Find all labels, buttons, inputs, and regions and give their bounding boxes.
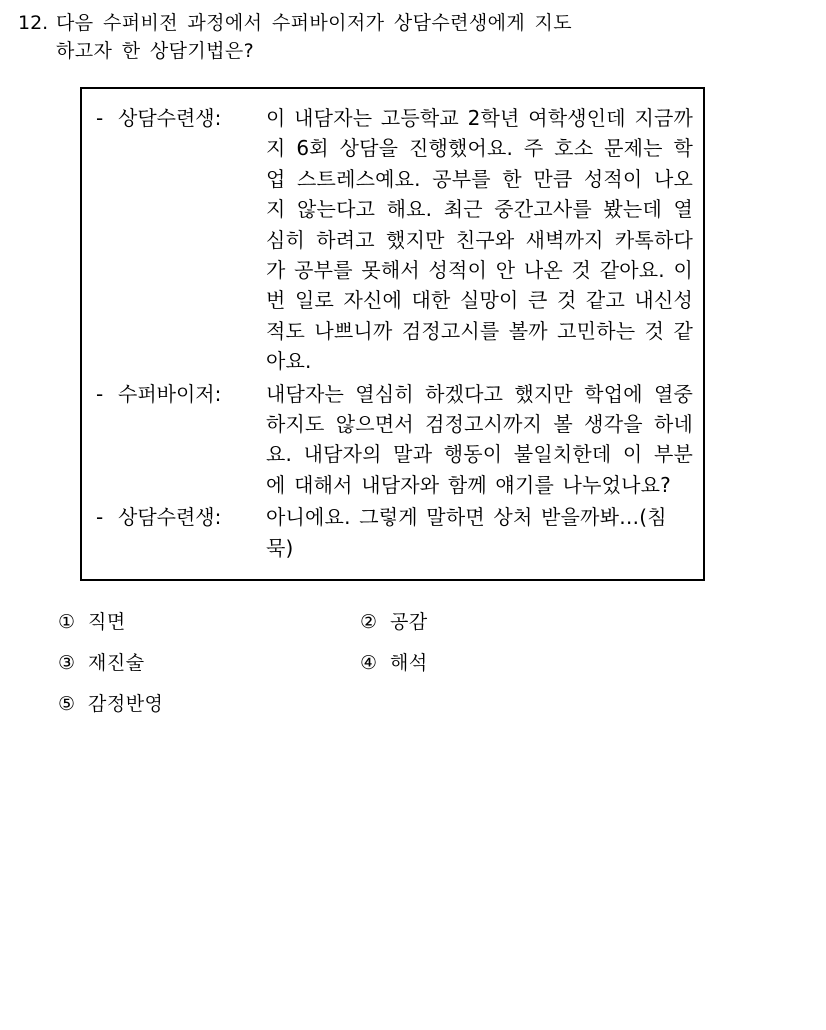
option-marker: ① [58,610,76,633]
option-label: 해석 [390,651,428,674]
speaker-utterance: 이 내담자는 고등학교 2학년 여학생인데 지금까지 6회 상담을 진행했어요. 주 호소 문제는 학업 스트레스예요. 공부를 한 만큼 성적이 나오지 않는다고 해요. 최근 중간고사를 봤는데 열심히 하려고 했지만 친구와 새벽까지 카톡하다가 공부를 못해서 성적이 안 나온 것 같아요. 이번 일로 자신에 대한 실망이 큰 것 같고 내신성적도 나쁘니까 검정고시를 볼까 고민하는 것 같아요. [266,106,693,374]
option-label: 재진술 [88,651,145,674]
question-text [56,10,756,65]
option-row [58,607,618,634]
dialogue-turn [96,379,693,501]
speaker-label: 수퍼바이저: [118,381,222,406]
option-2[interactable] [338,607,618,634]
dialogue-turn [96,502,693,563]
option-5[interactable] [58,689,338,716]
question-number: 12. [18,12,49,34]
option-label: 직면 [88,610,126,633]
bullet-dash: - [96,505,104,530]
option-marker: ③ [58,651,76,674]
option-row [58,648,618,675]
answer-options [58,607,618,716]
question-stem [18,10,808,65]
dialogue-box [80,87,705,581]
speaker-utterance: 아니에요. 그렇게 말하면 상처 받을까봐…(침묵) [266,505,667,560]
option-3[interactable] [58,648,338,675]
dialogue-turn [96,103,693,377]
question-line-1: 다음 수퍼비전 과정에서 수퍼바이저가 상담수련생에게 지도 [56,12,573,34]
option-marker: ⑤ [58,692,76,715]
question-line-2: 하고자 한 상담기법은? [56,39,255,62]
option-label: 감정반영 [88,692,164,715]
option-label: 공감 [390,610,428,633]
bullet-dash: - [96,106,104,131]
speaker-label: 상담수련생: [118,106,222,131]
bullet-dash: - [96,381,104,406]
speaker-label: 상담수련생: [118,505,222,530]
option-marker: ② [360,610,378,633]
option-marker: ④ [360,651,378,674]
option-1[interactable] [58,607,338,634]
option-4[interactable] [338,648,618,675]
option-row [58,689,618,716]
speaker-utterance: 내담자는 열심히 하겠다고 했지만 학업에 열중하지도 않으면서 검정고시까지 볼 생각을 하네요. 내담자의 말과 행동이 불일치한데 이 부분에 대해서 내담자와 함께 얘기를 나누었나요? [266,381,693,497]
